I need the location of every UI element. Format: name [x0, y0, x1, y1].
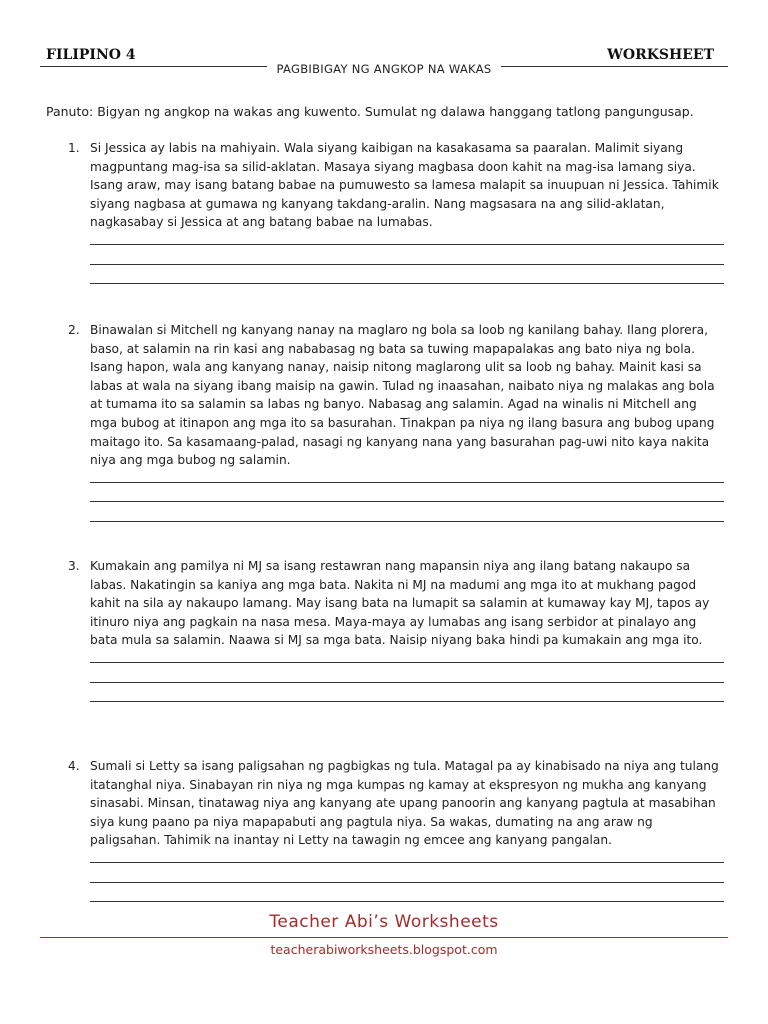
story-text: Kumakain ang pamilya ni MJ sa isang restawran nang mapansin niya ang ilang batang nakaupo sa labas. Nakatingin sa kaniya ang mga bata. Nakita ni MJ na madumi ang mga ito at mukhang pagod kahit na sila ay nakaupo lamang. May isang bata na lumapit sa salamin at kumaway kay MJ, tapos ay itinuro niya ang pagkain na nasa mesa. Maya-maya ay lumabas ang isang serbidor at pinalayo ang bata mula sa salamin. Naawa si MJ sa mga bata. Naisip niyang baka hindi pa kumakain ang mga ito.: [90, 559, 710, 648]
brand-title: Teacher Abi’s Worksheets: [269, 912, 499, 932]
item-number: 3.: [68, 559, 80, 573]
answer-line[interactable]: [90, 245, 724, 265]
exercise-item-3: [68, 557, 724, 702]
story-text: Binawalan si Mitchell ng kanyang nanay na maglaro ng bola sa loob ng kanilang bahay. Ilang plorera, baso, at salamin na rin kasi ang nababasag ng bata sa tuwing mapapalakas ang bato niya ng bola. Isang hapon, wala ang kanyang nanay, naisip nitong maglarong ulit sa loob ng bahay. Mainit kasi sa labas at wala na siyang ibang maisip na gawin. Tulad ng inaasahan, naibato niya ng malakas ang bola at tumama ito sa salamin sa labas ng banyo. Nabasag ang salamin. Agad na winalis ni Mitchell ang mga bubog at itinapon ang mga ito sa basurahan. Tinakpan pa niya ng ilang basura ang bubog upang maitago ito. Sa kasamaang-palad, nasagi ng kanyang nana yang basurahan pag-uwi nito kaya nakita niya ang mga bubog ng salamin.: [90, 323, 715, 468]
topic-title-text: PAGBIBIGAY NG ANGKOP NA WAKAS: [267, 62, 502, 76]
exercise-item-4: [68, 757, 724, 902]
exercise-item-1: [68, 139, 724, 284]
answer-line[interactable]: [90, 502, 724, 522]
answer-line[interactable]: [90, 663, 724, 683]
footer-rule: [40, 937, 728, 938]
worksheet-label: WORKSHEET: [607, 47, 714, 63]
answer-line[interactable]: [90, 483, 724, 503]
answer-line[interactable]: [90, 232, 724, 245]
item-number: 2.: [68, 323, 80, 337]
exercise-item-2: [68, 321, 724, 522]
answer-line[interactable]: [90, 470, 724, 483]
story-text: Sumali si Letty sa isang paligsahan ng pagbigkas ng tula. Matagal pa ay kinabisado na niya ang tulang itatanghal niya. Sinabayan rin niya ng mga kumpas ng kamay at ekspresyon ng mukha ang kanyang sinasabi. Minsan, tinatawag niya ang kanyang ate upang panoorin ang kanyang pagtula at masabihan siya kung paano pa niya mapapabuti ang pagtula niya. Sa wakas, dumating na ang araw ng paligsahan. Tahimik na inantay ni Letty na tawagin ng emcee ang kanyang pangalan.: [90, 759, 719, 848]
subject-label: FILIPINO 4: [46, 47, 136, 63]
instructions: Panuto: Bigyan ng angkop na wakas ang kuwento. Sumulat ng dalawa hanggang tatlong pangungusap.: [46, 104, 694, 119]
topic-title: [0, 60, 768, 78]
answer-line[interactable]: [90, 850, 724, 863]
site-url[interactable]: teacherabiworksheets.blogspot.com: [270, 942, 498, 957]
answer-line[interactable]: [90, 863, 724, 883]
answer-line[interactable]: [90, 683, 724, 703]
item-number: 4.: [68, 759, 80, 773]
answer-line[interactable]: [90, 650, 724, 663]
answer-line[interactable]: [90, 883, 724, 903]
answer-line[interactable]: [90, 265, 724, 285]
item-number: 1.: [68, 141, 80, 155]
story-text: Si Jessica ay labis na mahiyain. Wala siyang kaibigan na kasakasama sa paaralan. Malimit siyang magpuntang mag-isa sa silid-aklatan. Masaya siyang magbasa doon kahit na mag-isa lamang siya. Isang araw, may isang batang babae na pumuwesto sa lamesa malapit sa inuupuan ni Jessica. Tahimik siyang nagbasa at gumawa ng kanyang takdang-aralin. Nang magsasara na ang silid-aklatan, nagkasabay si Jessica at ang batang babae na lumabas.: [90, 141, 719, 230]
